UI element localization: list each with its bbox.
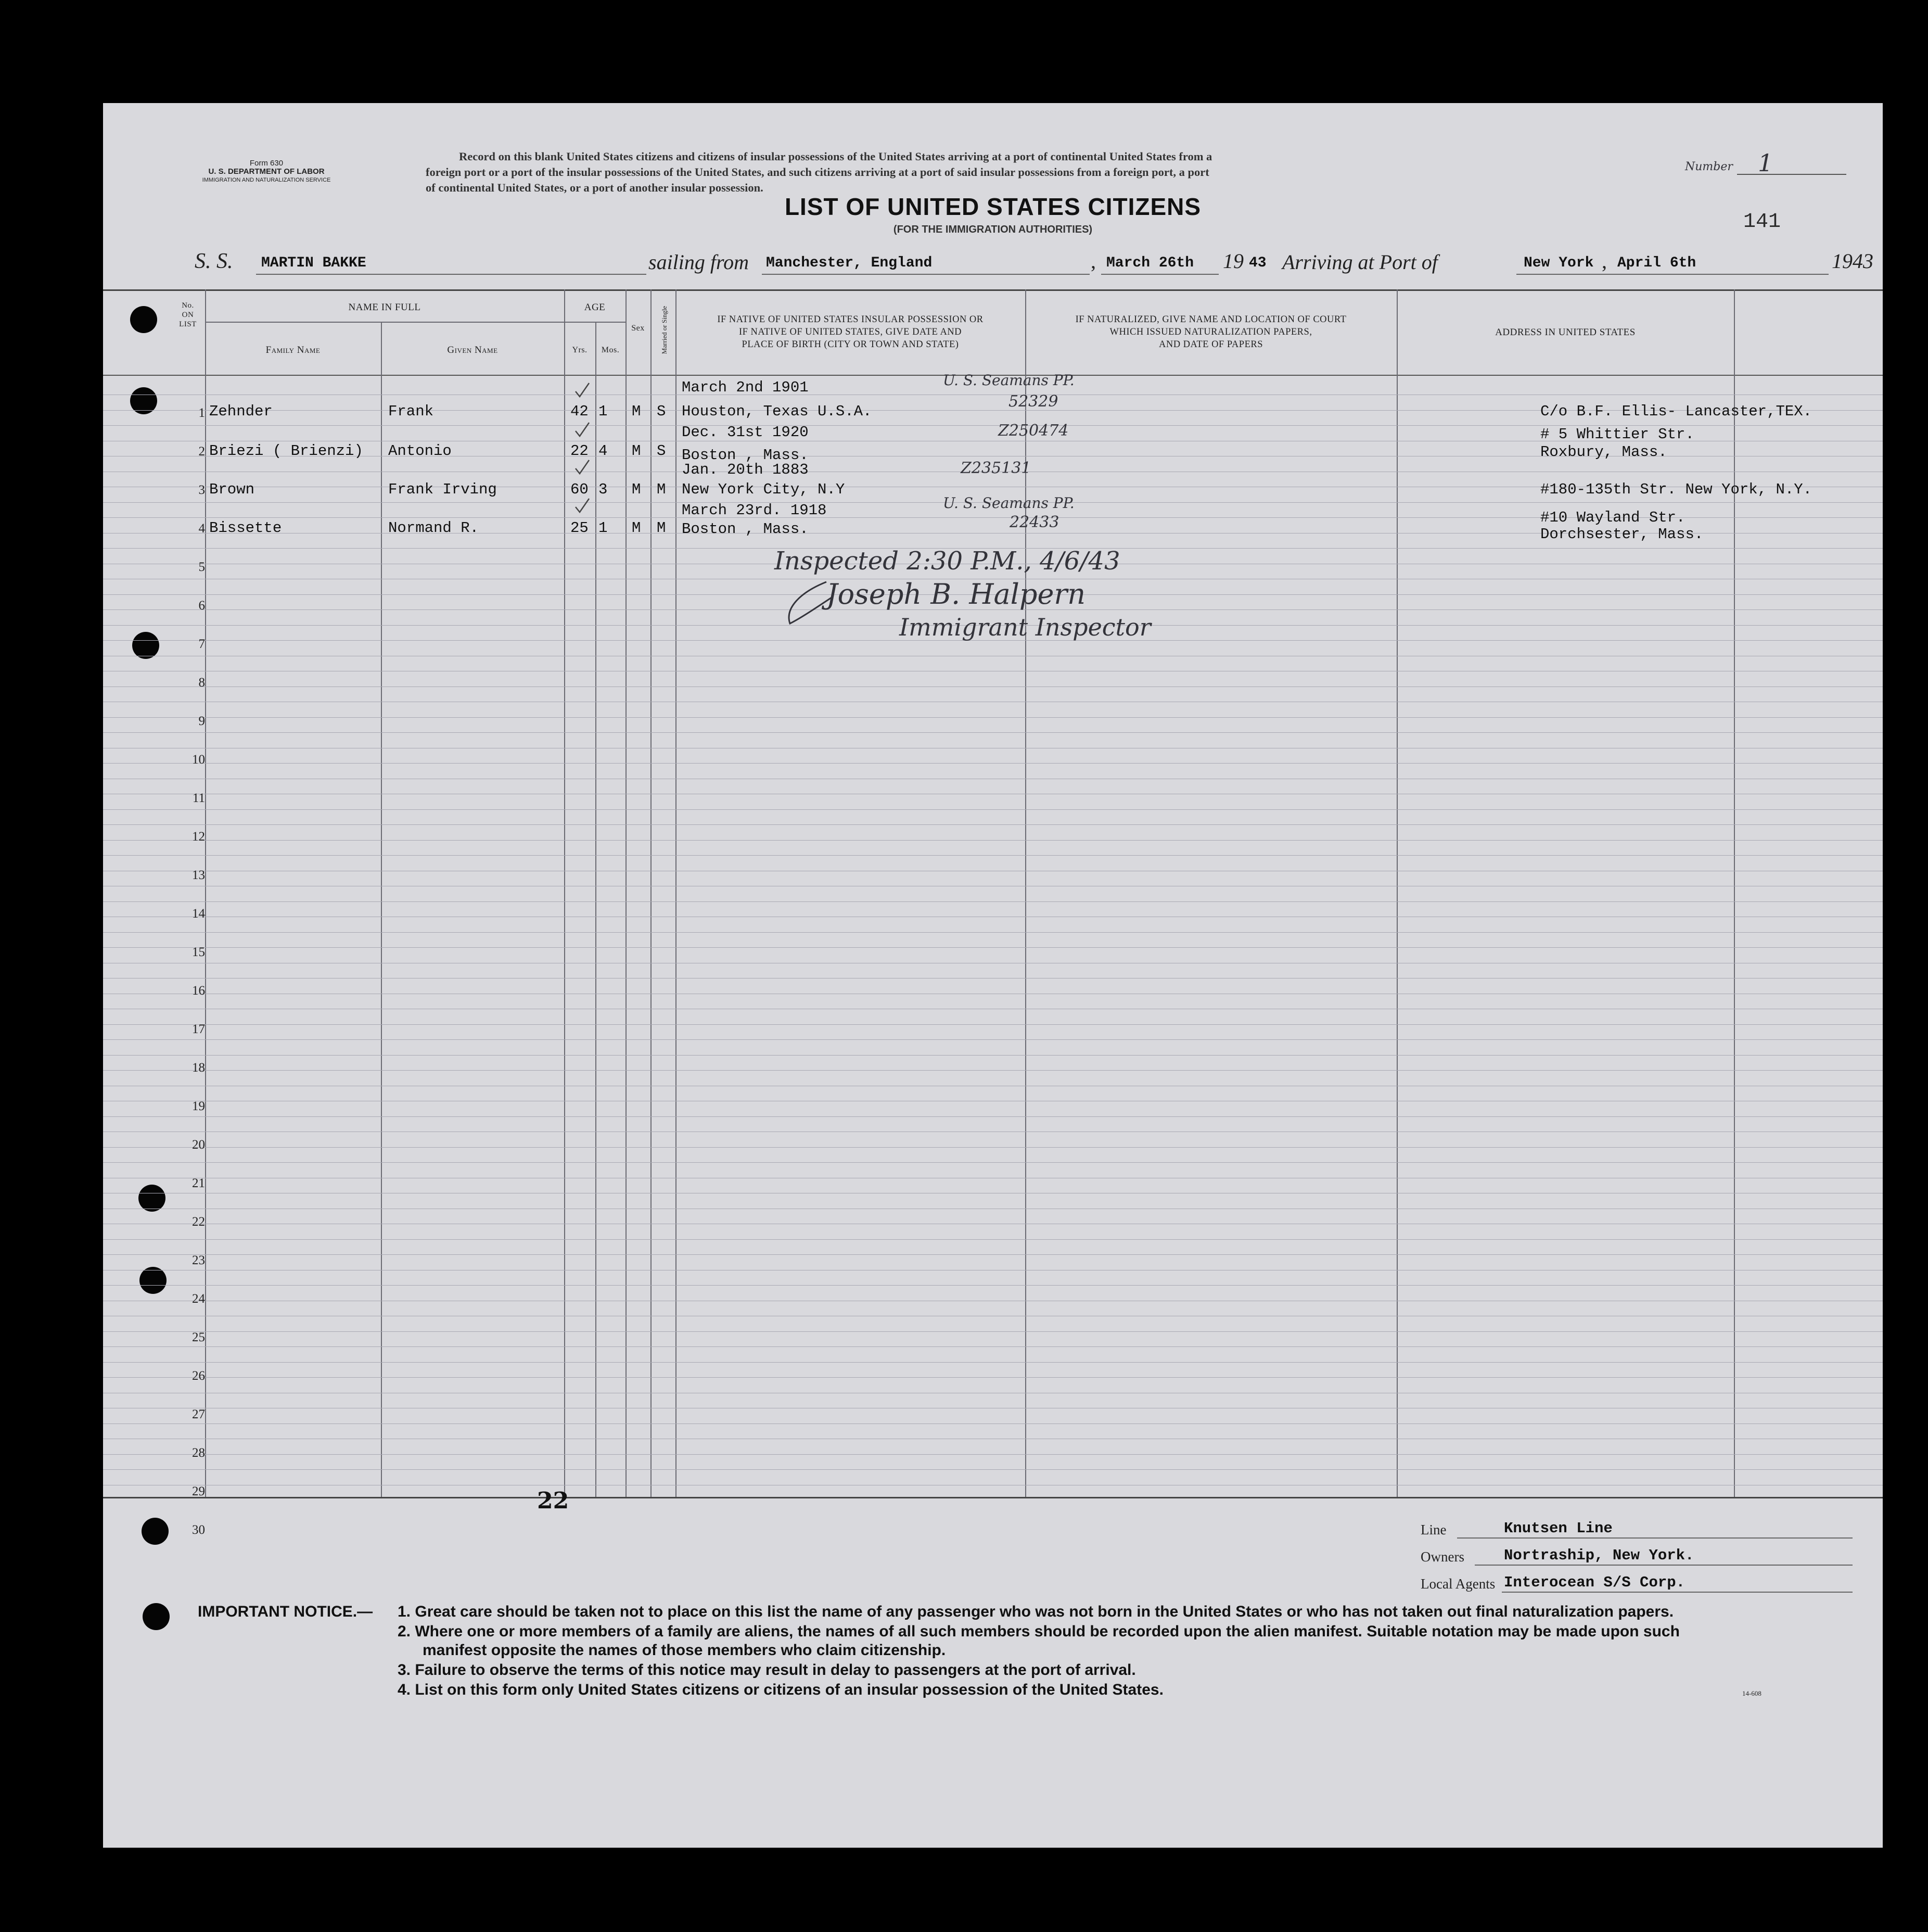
row-number: 17 [192,1022,205,1036]
address-line: Dorchsester, Mass. [1540,526,1704,543]
row-number: 25 [192,1330,205,1344]
birth-place: Boston , Mass. [682,520,809,538]
header-birth-line: IF NATIVE OF UNITED STATES INSULAR POSSESSION OR [717,314,984,325]
ruled-line [103,1469,1883,1470]
address-line: #180-135th Str. New York, N.Y. [1540,481,1812,498]
comma: , [1602,249,1607,273]
check-mark-icon [576,499,589,512]
intro-line: foreign port or a port of the insular possessions of the United States, and such citizens arriving at a port of said insular possessions from a foreign port, a port [426,166,1209,179]
rule [1475,1565,1853,1566]
arrival-date: April 6th [1617,255,1696,271]
ruled-line [103,1039,1883,1040]
age-months: 1 [598,519,608,537]
marital-status: M [657,481,666,498]
ruled-line [103,1070,1883,1071]
header-age: AGE [584,302,606,313]
notice-line: 3. Failure to observe the terms of this notice may result in delay to passengers at the port of arrival. [398,1661,1136,1679]
page-title: LIST OF UNITED STATES CITIZENS [784,193,1202,220]
ruled-line [103,1454,1883,1455]
row-number: 2 [198,444,205,459]
ruled-line [103,809,1883,810]
address-line: #10 Wayland Str. [1540,509,1686,526]
ruled-line [103,1377,1883,1378]
row-number: 12 [192,830,205,844]
ruled-line [103,824,1883,825]
given-name: Frank Irving [388,481,497,498]
punch-hole [143,1603,170,1630]
header-list: LIST [179,320,197,328]
row-number: 20 [192,1138,205,1152]
row-number: 9 [198,714,205,728]
sex: M [632,403,641,420]
inspector-signature: Joseph B. Halpern [826,578,1086,611]
header-mos: Mos. [601,346,620,354]
check-mark-icon [576,423,589,436]
row-number: 27 [192,1407,205,1421]
row-number: 28 [192,1446,205,1460]
departure-year: 43 [1249,255,1267,271]
birth-place: Houston, Texas U.S.A. [682,403,872,420]
birth-date: March 2nd 1901 [682,379,809,396]
row-number: 11 [192,791,205,805]
ruled-line [103,763,1883,764]
year-prefix: 19 [1223,249,1244,273]
birth-date: March 23rd. 1918 [682,502,827,519]
address-line: C/o B.F. Ellis- Lancaster,TEX. [1540,403,1812,420]
row-number: 3 [198,483,205,497]
row-number: 13 [192,868,205,882]
sex: M [632,442,641,460]
ruled-line [103,855,1883,856]
ss-label: S. S. [195,249,233,273]
header-naturalized [1025,313,1397,351]
header-no: No. [182,301,194,310]
punch-hole [142,1518,169,1545]
table-bottom-border [103,1497,1883,1498]
sex: M [632,481,641,498]
arriving-label: Arriving at Port of [1282,250,1438,274]
subheader-rule [205,322,625,323]
ruled-line [103,932,1883,933]
number-label: Number [1685,160,1733,173]
page-number: 141 [1743,210,1781,234]
owners-label: Owners [1421,1549,1464,1565]
ruled-line [103,1346,1883,1347]
header-birth-line: PLACE OF BIRTH (CITY OR TOWN AND STATE) [742,339,959,350]
header-sex: Sex [631,324,645,333]
inspection-note: Inspected 2:30 P.M., 4/6/43 [774,546,1120,576]
row-number: 19 [192,1099,205,1113]
header-on: ON [182,311,194,319]
row-number: 24 [192,1292,205,1306]
inspector-title: Immigrant Inspector [899,613,1151,641]
agents-value: Interocean S/S Corp. [1504,1574,1686,1591]
row-number: 16 [192,984,205,998]
header-yrs: Yrs. [572,346,588,354]
form-code: 14-608 [1742,1689,1761,1697]
given-name: Normand R. [388,519,479,537]
age-months: 3 [598,481,608,498]
voyage-line [195,249,1873,280]
check-mark-icon [576,460,589,474]
header-naturalized-line: AND DATE OF PAPERS [1158,339,1263,350]
owners-value: Nortraship, New York. [1504,1547,1694,1564]
document-number: Z250474 [998,422,1069,440]
age-years: 22 [570,442,589,460]
ruled-line [103,1254,1883,1255]
agents-label: Local Agents [1421,1576,1496,1592]
header-birth-line: IF NATIVE OF UNITED STATES, GIVE DATE AND [738,327,962,337]
line-value: Knutsen Line [1504,1520,1613,1537]
header-married-cell [656,297,671,370]
row-number: 26 [192,1369,205,1383]
ruled-line [103,947,1883,948]
check-marks [571,381,603,537]
check-mark-icon [576,383,589,397]
family-name: Bissette [209,519,282,537]
ruled-line [103,901,1883,902]
header-given-name: Given Name [447,345,498,355]
family-name: Brown [209,481,255,498]
rule [1101,274,1219,275]
age-months: 4 [598,442,608,460]
notice-line: 4. List on this form only United States citizens or citizens of an insular possession of the United States. [398,1681,1164,1698]
punch-hole [139,1267,167,1294]
row-number: 22 [192,1215,205,1229]
row-number: 18 [192,1061,205,1075]
ruled-line [103,1239,1883,1240]
header-naturalized-line: WHICH ISSUED NATURALIZATION PAPERS, [1109,327,1312,337]
row-number: 15 [192,945,205,959]
intro-line: Record on this blank United States citizens and citizens of insular possessions of the United States arriving at a port of continental United States from a [459,150,1212,163]
given-name: Frank [388,403,434,420]
punch-hole [138,1185,165,1212]
row-number: 1 [198,406,205,420]
punch-hole [132,632,159,659]
rule [1457,1537,1853,1539]
service: IMMIGRATION AND NATURALIZATION SERVICE [202,177,331,183]
ruled-line [103,717,1883,718]
notice-title: IMPORTANT NOTICE.— [198,1603,373,1620]
rule [1516,274,1829,275]
ruled-line [103,1147,1883,1148]
notice-line: 2. Where one or more members of a family are aliens, the names of all such members should be recorded upon the alien manifest. Suitable notation may be made upon such [398,1623,1680,1640]
ruled-line [103,1162,1883,1163]
ruled-line [103,840,1883,841]
header-family-name: Family Name [265,345,321,355]
age-years: 60 [570,481,589,498]
marital-status: S [657,442,666,460]
header-address: ADDRESS IN UNITED STATES [1495,327,1636,338]
department: U. S. DEPARTMENT OF LABOR [208,167,325,176]
form-number: Form 630 [249,159,284,168]
row-number: 4 [198,522,205,536]
age-years: 25 [570,519,589,537]
intro-line: of continental United States, or a port of another insular possession. [426,181,763,194]
header-naturalized-line: IF NATURALIZED, GIVE NAME AND LOCATION OF COURT [1075,314,1347,325]
birth-place: New York City, N.Y [682,481,845,498]
rule [762,274,1090,275]
page-subtitle: (FOR THE IMMIGRATION AUTHORITIES) [893,224,1093,235]
row-number: 14 [192,907,205,921]
header-married-single: Married or Single [660,306,668,354]
family-name: Briezi ( Brienzi) [209,442,363,460]
row-number: 6 [198,599,205,613]
birth-date: Dec. 31st 1920 [682,424,809,441]
row-number: 21 [192,1176,205,1190]
ruled-line [103,732,1883,733]
departure-date: March 26th [1106,255,1194,271]
signature-flourish [780,571,936,629]
ship-name: MARTIN BAKKE [261,255,366,271]
ruled-line [103,1055,1883,1056]
header-no-on-list [171,301,205,329]
family-name: Zehnder [209,403,273,420]
sailing-label: sailing from [648,250,749,274]
rule [256,274,646,275]
arrival-year: 1943 [1832,249,1873,273]
departure-port: Manchester, England [766,255,933,271]
header-name-in-full: NAME IN FULL [348,302,421,313]
document-number: 52329 [1008,392,1058,411]
marital-status: S [657,403,666,420]
header-birth [675,313,1025,351]
number-line [1737,174,1846,175]
handwritten-note: U. S. Seamans PP. [943,372,1075,389]
rule [1502,1592,1853,1593]
birth-place: Boston , Mass. [682,447,809,464]
sex: M [632,519,641,537]
arrival-port: New York [1524,255,1594,271]
comma: , [1091,249,1096,273]
ruled-line [103,1285,1883,1286]
ruled-line [103,1423,1883,1424]
ruled-line [103,1024,1883,1025]
address-line: Roxbury, Mass. [1540,443,1667,461]
address-line: # 5 Whittier Str. [1540,426,1694,443]
row-number: 23 [192,1253,205,1267]
table-top-border [103,289,1883,291]
tally-number: 22 [537,1488,569,1514]
row-number: 8 [198,676,205,690]
row-number: 7 [198,637,205,651]
ruled-line [103,1331,1883,1332]
notice-line: manifest opposite the names of those members who claim citizenship. [423,1642,946,1659]
age-years: 42 [570,403,589,420]
row-number: 10 [192,753,205,767]
punch-hole [130,306,157,333]
marital-status: M [657,519,666,537]
number-value: 1 [1758,149,1773,177]
given-name: Antonio [388,442,452,460]
age-months: 1 [598,403,608,420]
line-label: Line [1421,1522,1447,1537]
manifest-sheet [103,103,1883,1848]
ruled-line [103,1116,1883,1117]
ruled-line [103,1362,1883,1363]
document-number: 22433 [1010,513,1059,531]
column-divider [381,322,382,1497]
handwritten-note: U. S. Seamans PP. [943,494,1075,512]
intro-text [426,149,1695,196]
row-number: 29 [192,1484,205,1498]
row-number: 5 [198,560,205,574]
notice-line: 1. Great care should be taken not to place on this list the name of any passenger who was not born in the United States or who has not taken out final naturalization papers. [398,1603,1674,1620]
document-number: Z235131 [961,459,1031,477]
row-number: 30 [192,1523,205,1537]
birth-date: Jan. 20th 1883 [682,461,809,478]
form-identifier [188,159,344,184]
